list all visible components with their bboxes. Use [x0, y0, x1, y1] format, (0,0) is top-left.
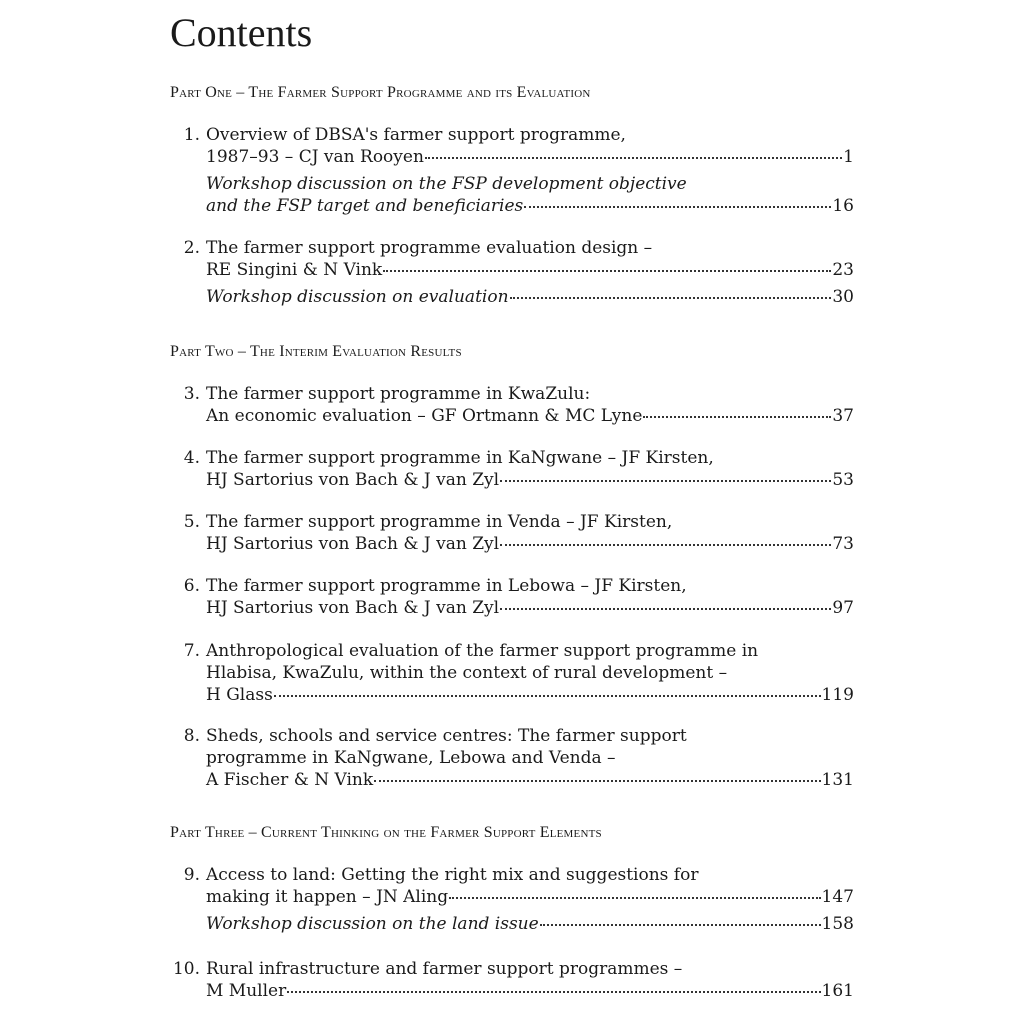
entry-title-line: The farmer support programme in Lebowa – JF Kirsten,: [206, 576, 687, 596]
entry-page-number: 1: [843, 147, 854, 167]
entry-title-last: A Fischer & N Vink: [206, 770, 374, 790]
entry-page-number: 73: [832, 534, 854, 554]
entry-page-number: 161: [821, 981, 854, 1001]
entry-page-number: 147: [821, 887, 854, 907]
dot-leader: [383, 270, 831, 272]
entry-title-last: Workshop discussion on the land issue: [206, 914, 539, 934]
entry-page-number: 158: [821, 914, 854, 934]
entry-title-line: The farmer support programme evaluation design –: [206, 238, 653, 258]
entry-page-number: 53: [832, 470, 854, 490]
entry-page-number: 30: [832, 287, 854, 307]
dot-leader: [425, 157, 842, 159]
part-heading-one: Part One – The Farmer Support Programme and its Evaluation: [170, 84, 591, 101]
entry-number: 5.: [183, 512, 200, 532]
entry-number: 2.: [183, 238, 200, 258]
dot-leader: [540, 924, 821, 926]
entry-leader-line: [206, 469, 854, 491]
entry-page-number: 23: [832, 260, 854, 280]
entry-title-last: HJ Sartorius von Bach & J van Zyl: [206, 534, 500, 554]
entry-title-last: and the FSP target and beneficiaries: [206, 196, 524, 216]
entry-leader-line: [206, 146, 854, 168]
entry-title-last: RE Singini & N Vink: [206, 260, 383, 280]
dot-leader: [500, 544, 831, 546]
entry-leader-line: [206, 405, 854, 427]
dot-leader: [449, 897, 820, 899]
entry-title-line: Sheds, schools and service centres: The farmer support: [206, 726, 687, 746]
entry-title-line: The farmer support programme in KwaZulu:: [206, 384, 591, 404]
entry-title-line: Hlabisa, KwaZulu, within the context of rural development –: [206, 663, 728, 683]
entry-number: 8.: [183, 726, 200, 746]
entry-title-last: Workshop discussion on evaluation: [206, 287, 509, 307]
entry-page-number: 119: [821, 685, 854, 705]
entry-title-last: making it happen – JN Aling: [206, 887, 449, 907]
part-heading-two: Part Two – The Interim Evaluation Results: [170, 343, 462, 360]
entry-number: 7.: [183, 641, 200, 661]
entry-title-line: Overview of DBSA's farmer support programme,: [206, 125, 626, 145]
entry-leader-line: [206, 597, 854, 619]
entry-title-line: Rural infrastructure and farmer support programmes –: [206, 959, 683, 979]
entry-number: 3.: [183, 384, 200, 404]
entry-title-line: programme in KaNgwane, Lebowa and Venda –: [206, 748, 616, 768]
entry-leader-line: [206, 533, 854, 555]
part-heading-three: Part Three – Current Thinking on the Farmer Support Elements: [170, 824, 602, 841]
dot-leader: [524, 206, 831, 208]
entry-page-number: 37: [832, 406, 854, 426]
entry-title-line: Access to land: Getting the right mix and suggestions for: [206, 865, 699, 885]
entry-title-line: Workshop discussion on the FSP development objective: [206, 174, 687, 194]
entry-page-number: 97: [832, 598, 854, 618]
dot-leader: [374, 780, 820, 782]
entry-leader-line: [206, 684, 854, 706]
entry-title-last: 1987–93 – CJ van Rooyen: [206, 147, 424, 167]
entry-number: 1.: [183, 125, 200, 145]
entry-title-last: An economic evaluation – GF Ortmann & MC Lyne: [206, 406, 643, 426]
entry-title-line: Anthropological evaluation of the farmer support programme in: [206, 641, 759, 661]
entry-title-line: The farmer support programme in Venda – JF Kirsten,: [206, 512, 673, 532]
entry-title-last: M Muller: [206, 981, 287, 1001]
entry-leader-line: [206, 195, 854, 217]
entry-leader-line: [206, 980, 854, 1002]
entry-number: 9.: [183, 865, 200, 885]
entry-title-last: HJ Sartorius von Bach & J van Zyl: [206, 598, 500, 618]
entry-leader-line: [206, 886, 854, 908]
dot-leader: [643, 416, 831, 418]
entry-leader-line: [206, 769, 854, 791]
entry-page-number: 131: [821, 770, 854, 790]
entry-number: 10.: [172, 959, 200, 979]
page-title: Contents: [170, 10, 313, 55]
dot-leader: [274, 695, 821, 697]
entry-title-line: The farmer support programme in KaNgwane – JF Kirsten,: [206, 448, 714, 468]
entry-leader-line: [206, 286, 854, 308]
entry-number: 4.: [183, 448, 200, 468]
entry-title-last: H Glass: [206, 685, 273, 705]
dot-leader: [287, 991, 820, 993]
dot-leader: [510, 297, 832, 299]
entry-title-last: HJ Sartorius von Bach & J van Zyl: [206, 470, 500, 490]
entry-leader-line: [206, 259, 854, 281]
entry-page-number: 16: [832, 196, 854, 216]
dot-leader: [500, 608, 831, 610]
dot-leader: [500, 480, 831, 482]
entry-leader-line: [206, 913, 854, 935]
entry-number: 6.: [183, 576, 200, 596]
